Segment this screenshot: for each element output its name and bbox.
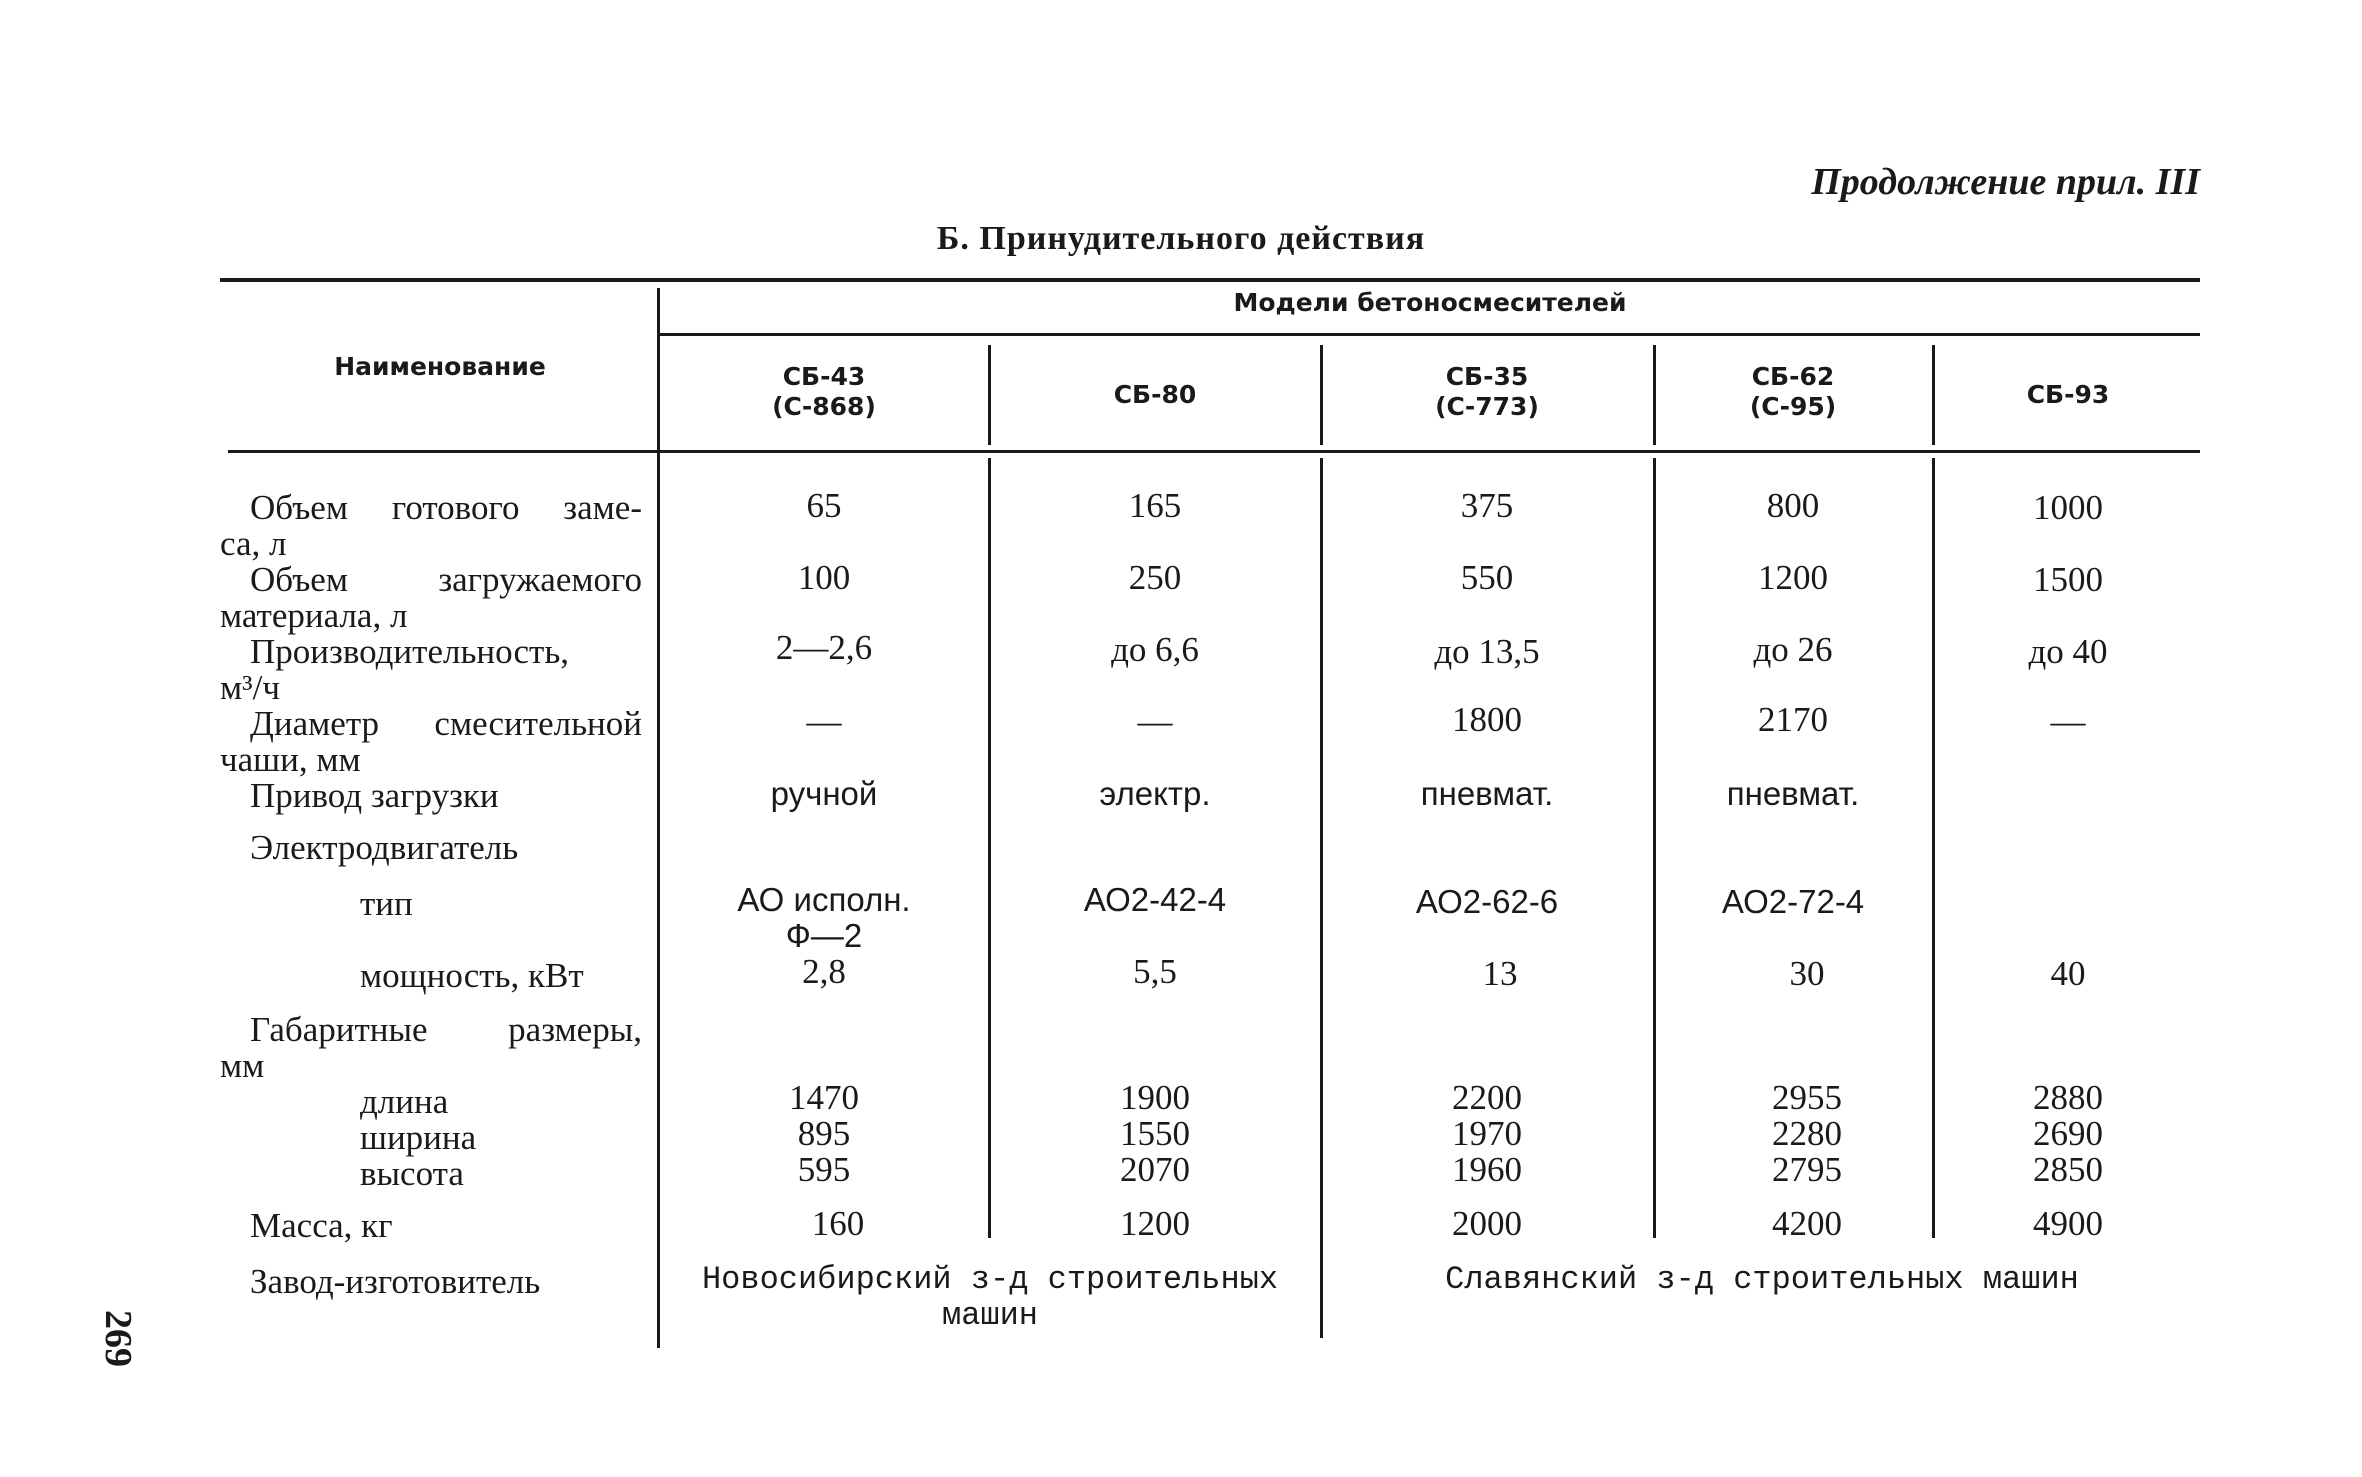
- label-volume-ready-1: Объем готового заме-: [250, 488, 642, 527]
- cell-width-1: 895: [797, 1114, 851, 1153]
- cell-motor-type-4: АО2-72-4: [1721, 883, 1865, 920]
- cell-diameter-4: 2170: [1758, 700, 1828, 739]
- cell-mass-1: 160: [811, 1204, 865, 1243]
- divider-1: [988, 345, 991, 445]
- divider-3-body: [1653, 458, 1656, 1238]
- cell-mass-2: 1200: [1120, 1204, 1190, 1243]
- cell-productivity-1: 2—2,6: [775, 628, 873, 667]
- cell-drive-1: ручной: [770, 775, 878, 812]
- cell-drive-4: пневмат.: [1726, 775, 1860, 812]
- section-title: Б. Принудительного действия: [936, 220, 1426, 257]
- cell-factory-slavyansk: Славянский з-д строительных машин: [1445, 1261, 2079, 1298]
- cell-diameter-2: —: [1137, 702, 1173, 741]
- cell-mass-3: 2000: [1452, 1204, 1522, 1243]
- cell-motor-power-1: 2,8: [802, 952, 846, 991]
- model-3-name: СБ-35: [1445, 362, 1529, 391]
- model-5-name: СБ-93: [2026, 380, 2110, 409]
- label-volume-ready-2: са, л: [220, 524, 287, 563]
- cell-motor-power-5: 40: [2050, 954, 2086, 993]
- cell-productivity-2: до 6,6: [1111, 630, 1199, 669]
- label-diameter-1: Диаметр смесительной: [250, 704, 642, 743]
- label-diameter-2: чаши, мм: [220, 740, 361, 779]
- header-bottom-rule: [228, 450, 2200, 453]
- cell-drive-3: пневмат.: [1420, 775, 1554, 812]
- label-motor: Электродвигатель: [250, 828, 519, 867]
- cell-height-4: 2795: [1772, 1150, 1842, 1189]
- header-model-5: [1936, 380, 2200, 410]
- cell-productivity-3: до 13,5: [1434, 632, 1540, 671]
- continuation-note: Продолжение прил. III: [1811, 161, 2200, 203]
- factory-novosibirsk-line2: машин: [941, 1297, 1038, 1334]
- cell-productivity-5: до 40: [2028, 632, 2108, 671]
- label-volume-load-1: Объем загружаемого: [250, 560, 642, 599]
- cell-volume-ready-2: 165: [1128, 486, 1182, 525]
- cell-motor-type-2: АО2-42-4: [1083, 881, 1227, 918]
- cell-width-4: 2280: [1772, 1114, 1842, 1153]
- group-rule: [660, 333, 2200, 336]
- cell-motor-power-2: 5,5: [1133, 952, 1177, 991]
- cell-width-5: 2690: [2033, 1114, 2103, 1153]
- cell-height-3: 1960: [1452, 1150, 1522, 1189]
- label-drive: Привод загрузки: [250, 776, 499, 815]
- label-length: длина: [360, 1082, 449, 1121]
- header-models-group: Модели бетоносмесителей: [1233, 288, 1627, 317]
- cell-volume-load-3: 550: [1460, 558, 1514, 597]
- divider-4: [1932, 345, 1935, 445]
- label-mass: Масса, кг: [250, 1206, 393, 1245]
- model-3-code: (С-773): [1435, 392, 1539, 421]
- cell-length-5: 2880: [2033, 1078, 2103, 1117]
- cell-length-1: 1470: [789, 1078, 859, 1117]
- cell-volume-load-4: 1200: [1758, 558, 1828, 597]
- label-volume-load-2: материала, л: [220, 596, 408, 635]
- cell-volume-ready-1: 65: [806, 486, 842, 525]
- label-motor-type: тип: [360, 884, 413, 923]
- motor-type-1-line1: АО исполн.: [737, 881, 911, 918]
- model-2-name: СБ-80: [1113, 380, 1197, 409]
- cell-height-2: 2070: [1120, 1150, 1190, 1189]
- divider-2: [1320, 345, 1323, 445]
- label-height: высота: [360, 1154, 464, 1193]
- cell-volume-load-1: 100: [797, 558, 851, 597]
- cell-motor-type-3: АО2-62-6: [1415, 883, 1559, 920]
- cell-volume-load-2: 250: [1128, 558, 1182, 597]
- cell-volume-load-5: 1500: [2033, 560, 2103, 599]
- label-motor-power: мощность, кВт: [360, 956, 584, 995]
- cell-motor-power-4: 30: [1789, 954, 1825, 993]
- model-1-code: (С-868): [772, 392, 876, 421]
- model-4-code: (С-95): [1749, 392, 1837, 421]
- divider-name: [657, 288, 660, 1348]
- cell-productivity-4: до 26: [1753, 630, 1833, 669]
- motor-type-1-line2: Ф—2: [785, 917, 863, 954]
- cell-factory-novosibirsk: [662, 1262, 1318, 1334]
- cell-diameter-5: —: [2050, 702, 2086, 741]
- cell-length-3: 2200: [1452, 1078, 1522, 1117]
- page-number: 269: [97, 1310, 139, 1367]
- divider-2-body: [1320, 458, 1323, 1338]
- divider-3: [1653, 345, 1656, 445]
- divider-1-body: [988, 458, 991, 1238]
- cell-volume-ready-3: 375: [1460, 486, 1514, 525]
- cell-volume-ready-4: 800: [1766, 486, 1820, 525]
- cell-volume-ready-5: 1000: [2033, 488, 2103, 527]
- cell-height-1: 595: [797, 1150, 851, 1189]
- cell-diameter-3: 1800: [1452, 700, 1522, 739]
- factory-novosibirsk-line1: Новосибирский з-д строительных: [701, 1261, 1279, 1298]
- header-model-1: [662, 362, 986, 422]
- cell-height-5: 2850: [2033, 1150, 2103, 1189]
- label-productivity-1: Производительность,: [250, 632, 570, 671]
- cell-width-3: 1970: [1452, 1114, 1522, 1153]
- label-productivity-2: м³/ч: [220, 668, 280, 707]
- top-rule: [220, 278, 2200, 282]
- cell-motor-type-1: [662, 882, 986, 954]
- model-1-name: СБ-43: [782, 362, 866, 391]
- cell-length-4: 2955: [1772, 1078, 1842, 1117]
- label-dimensions-1: Габаритные размеры,: [250, 1010, 642, 1049]
- cell-drive-2: электр.: [1099, 775, 1211, 812]
- cell-mass-5: 4900: [2033, 1204, 2103, 1243]
- cell-diameter-1: —: [806, 702, 842, 741]
- label-width: ширина: [360, 1118, 477, 1157]
- cell-length-2: 1900: [1120, 1078, 1190, 1117]
- cell-motor-power-3: 13: [1482, 954, 1518, 993]
- label-dimensions-2: мм: [220, 1046, 265, 1085]
- model-4-name: СБ-62: [1751, 362, 1835, 391]
- header-model-2: [992, 380, 1318, 410]
- header-name-col: Наименование: [334, 352, 546, 381]
- cell-width-2: 1550: [1120, 1114, 1190, 1153]
- cell-mass-4: 4200: [1772, 1204, 1842, 1243]
- label-factory: Завод-изготовитель: [250, 1262, 541, 1301]
- header-model-4: [1657, 362, 1929, 422]
- header-model-3: [1324, 362, 1650, 422]
